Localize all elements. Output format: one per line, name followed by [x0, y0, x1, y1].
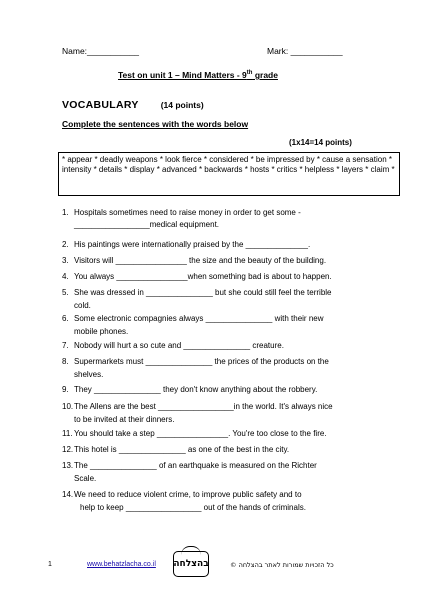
mark-field-label: Mark: ___________ — [267, 46, 343, 56]
question-13 — [62, 461, 317, 483]
question-number: 13. — [62, 461, 74, 470]
question-6 — [62, 314, 324, 336]
test-title-main: Test on unit 1 – Mind Matters - 9 — [118, 70, 247, 80]
name-field-label: Name:___________ — [62, 46, 140, 56]
question-7 — [62, 341, 284, 351]
question-text: You should take a step ________________. You're too close to the fire. — [74, 429, 327, 438]
vocabulary-points: (14 points) — [160, 100, 204, 110]
question-text-cont: mobile phones. — [74, 327, 129, 336]
sub-points: (1x14=14 points) — [289, 138, 352, 147]
website-link[interactable]: www.behatzlacha.co.il — [87, 561, 156, 568]
question-text-cont: help to keep _________________ out of the hands of criminals. — [80, 503, 306, 512]
vocabulary-heading: VOCABULARY — [62, 99, 139, 111]
question-text-cont: Scale. — [74, 474, 97, 483]
question-text: We need to reduce violent crime, to improve public safety and to — [74, 490, 302, 499]
question-text: She was dressed in _______________ but she could still feel the terrible — [74, 288, 332, 297]
question-text: The Allens are the best _________________in the world. It's always nice — [74, 402, 333, 411]
question-text-cont: shelves. — [74, 370, 104, 379]
question-4 — [62, 272, 332, 282]
question-number: 10. — [62, 402, 74, 411]
question-number: 2. — [62, 240, 69, 249]
question-text: Hospitals sometimes need to raise money in order to get some - — [74, 208, 301, 217]
vocabulary-heading-row — [62, 95, 204, 113]
question-14 — [62, 490, 306, 512]
question-number: 4. — [62, 272, 69, 281]
behatzlacha-logo — [173, 551, 209, 577]
question-10 — [62, 402, 333, 424]
page-number: 1 — [48, 561, 52, 568]
instruction-text: Complete the sentences with the words below — [62, 119, 249, 129]
question-3 — [62, 256, 327, 266]
word-bank-box: * appear * deadly weapons * look fierce * considered * be impressed by * cause a sensation * intensity * details * display * advanced * backwards * hosts * critics * helpless * layers * claim * — [58, 152, 400, 196]
copyright-text: כל הזכויות שמורות לאתר בהצלחה © — [230, 561, 334, 569]
question-text: The _______________ of an earthquake is measured on the Richter — [74, 461, 317, 470]
question-text: Visitors will ________________ the size and the beauty of the building. — [74, 256, 327, 265]
question-text: This hotel is _______________ as one of the best in the city. — [74, 445, 290, 454]
question-5 — [62, 288, 332, 310]
question-text: Some electronic compagnies always _______________ with their new — [74, 314, 324, 323]
logo-text: בהצלחה — [173, 559, 209, 569]
question-text: His paintings were internationally praised by the ______________. — [74, 240, 311, 249]
question-number: 14. — [62, 490, 74, 499]
question-number: 8. — [62, 357, 69, 366]
question-11 — [62, 429, 327, 439]
question-9 — [62, 385, 318, 395]
test-title-end: grade — [252, 70, 278, 80]
question-2 — [62, 240, 311, 250]
question-number: 11. — [62, 429, 73, 438]
question-number: 3. — [62, 256, 69, 265]
question-text: Nobody will hurt a so cute and _______________ creature. — [74, 341, 284, 350]
question-1 — [62, 208, 301, 229]
test-title — [118, 70, 278, 80]
question-12 — [62, 445, 290, 455]
question-number: 12. — [62, 445, 74, 454]
question-number: 9. — [62, 385, 69, 394]
question-text: They _______________ they don't know anything about the robbery. — [74, 385, 318, 394]
question-text-cont: cold. — [74, 301, 91, 310]
question-text: You always ________________when something bad is about to happen. — [74, 272, 332, 281]
question-text-cont: to be invited at their dinners. — [74, 415, 175, 424]
question-text-cont: _________________medical equipment. — [74, 220, 220, 229]
test-title-superscript: th — [246, 70, 253, 77]
question-8 — [62, 357, 329, 379]
question-number: 7. — [62, 341, 69, 350]
question-number: 6. — [62, 314, 69, 323]
question-number: 1. — [62, 208, 69, 217]
question-number: 5. — [62, 288, 69, 297]
question-text: Supermarkets must _______________ the prices of the products on the — [74, 357, 329, 366]
